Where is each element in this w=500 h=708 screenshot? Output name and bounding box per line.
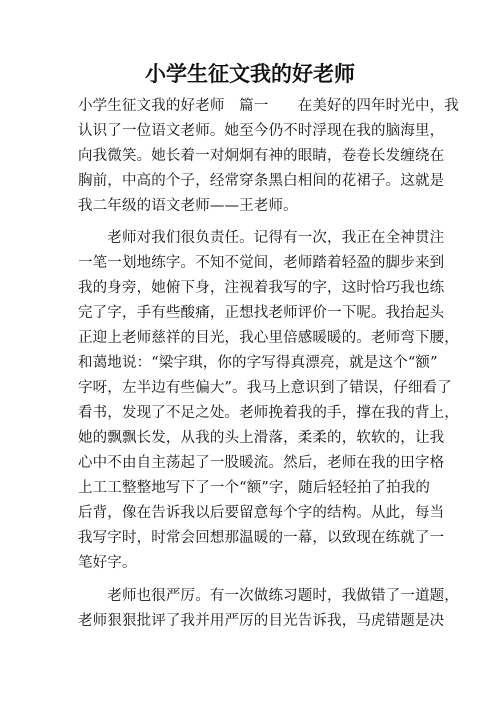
text-line: 心中不由自主荡起了一股暖流。然后，老师在我的田字格 xyxy=(78,455,445,471)
text-line: 老师对我们很负责任。记得有一次，我正在全神贯注 xyxy=(78,230,445,246)
text-line: 老师狠狠批评了我并用严厉的目光告诉我，马虎错题是决 xyxy=(78,613,445,629)
text-line: 一笔一划地练字。不知不觉间，老师踏着轻盈的脚步来到 xyxy=(78,255,445,271)
text-line: 看书，发现了不足之处。老师挽着我的手，撑在我的背上， xyxy=(78,405,459,421)
text-line: 小学生征文我的好老师 篇一 在美好的四年时光中，我 xyxy=(78,98,459,114)
text-line: 我写字时，时常会回想那温暖的一幕，以致现在练就了一 xyxy=(78,530,445,546)
text-line: 她的飘飘长发，从我的头上滑落，柔柔的，软软的，让我 xyxy=(78,430,445,446)
text-line: 正迎上老师慈祥的目光，我心里倍感暖暖的。老师弯下腰， xyxy=(78,330,459,346)
text-line: 后背，像在告诉我以后要留意每个字的结构。从此，每当 xyxy=(78,505,445,521)
text-line: 老师也很严厉。有一次做练习题时，我做错了一道题， xyxy=(78,588,459,604)
text-line: 认识了一位语文老师。她至今仍不时浮现在我的脑海里， xyxy=(78,123,445,139)
page-title: 小学生征文我的好老师 xyxy=(145,61,355,86)
text-line: 完了字，手有些酸痛，正想找老师评价一下呢。我抬起头 xyxy=(78,305,445,321)
text-line: 笔好字。 xyxy=(78,555,137,571)
text-line: 字呀，左半边有些偏大”。我马上意识到了错误，仔细看了 xyxy=(78,380,452,396)
text-line: 和蔼地说：“梁宇琪，你的字写得真漂亮，就是这个“额” xyxy=(78,355,438,371)
text-line: 向我微笑。她长着一对炯炯有神的眼睛，卷卷长发缠绕在 xyxy=(78,148,445,164)
text-line: 上工工整整地写下了一个“额”字，随后轻轻拍了拍我的 xyxy=(78,480,431,496)
text-line: 我二年级的语文老师——王老师。 xyxy=(78,198,298,214)
text-line: 我的身旁，她俯下身，注视着我写的字，这时恰巧我也练 xyxy=(78,280,445,296)
text-line: 胸前，中高的个子，经常穿条黑白相间的花裙子。这就是 xyxy=(78,173,445,189)
